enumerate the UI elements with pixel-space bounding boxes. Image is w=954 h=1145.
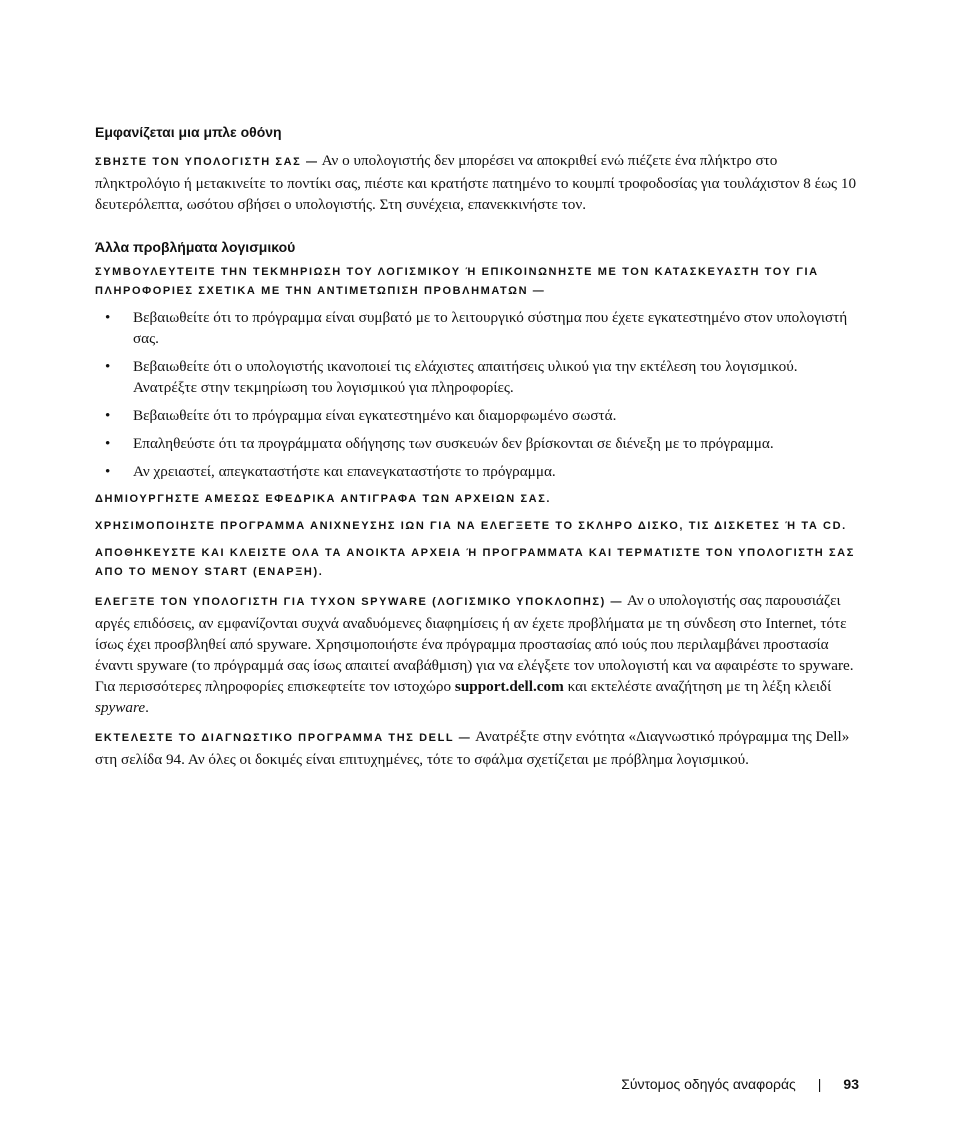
list-item: • Βεβαιωθείτε ότι ο υπολογιστής ικανοποιεί τις ελάχιστες απαιτήσεις υλικού για την εκτέλεση του λογισμικού. Ανατρέξτε στην τεκμηρίωση του λογισμικού για πληροφορίες.: [105, 358, 798, 396]
section-heading-blue-screen: Εμφανίζεται μια μπλε οθόνη: [95, 124, 282, 140]
backup-instruction: ΔΗΜΙΟΥΡΓΗΣΤΕ ΑΜΕΣΩΣ ΕΦΕΔΡΙΚΑ ΑΝΤΙΓΡΑΦΑ ΤΩΝ ΑΡΧΕΙΩΝ ΣΑΣ.: [95, 493, 552, 505]
list-item: • Βεβαιωθείτε ότι το πρόγραμμα είναι εγκατεστημένο και διαμορφωμένο σωστά.: [105, 407, 617, 424]
bullet-icon: •: [105, 309, 111, 326]
blue-screen-paragraph: [95, 150, 860, 215]
close-files-instruction: ΑΠΟΘΗΚΕΥΣΤΕ ΚΑΙ ΚΛΕΙΣΤΕ ΟΛΑ ΤΑ ΑΝΟΙΚΤΑ ΑΡΧΕΙΑ Ή ΠΡΟΓΡΑΜΜΑΤΑ ΚΑΙ ΤΕΡΜΑΤΙΣΤΕ ΤΟΝ ΥΠΟΛΟΓΙΣΤΗ ΣΑΣ ΑΠΟ ΤΟ ΜΕΝΟΥ START (ΕΝΑΡΞΗ).: [95, 547, 855, 578]
page-number: 93: [843, 1076, 859, 1092]
support-link[interactable]: support.dell.com: [454, 678, 564, 695]
blue-screen-text: Αν ο υπολογιστής δεν μπορέσει να αποκριθεί ενώ πιέζετε ένα πλήκτρο στο πληκτρολόγιο ή μετακινείτε το ποντίκι σας, πιέστε και κρατήστε πατημένο το κουμπί τροφοδοσίας για τουλάχιστον 8 έως 10 δευτερόλεπτα, ωσότου σβήσει ο υπολογιστής. Στη συνέχεια, επανεκκινήστε τον.: [95, 152, 857, 213]
diagnostics-lead: ΕΚΤΕΛΕΣΤΕ ΤΟ ΔΙΑΓΝΩΣΤΙΚΟ ΠΡΟΓΡΑΜΜΑ ΤΗΣ DELL —: [95, 732, 472, 744]
bullet-icon: •: [105, 407, 111, 424]
section-heading-other-problems: Άλλα προβλήματα λογισμικού: [95, 239, 296, 255]
diagnostics-paragraph: ΕΚΤΕΛΕΣΤΕ ΤΟ ΔΙΑΓΝΩΣΤΙΚΟ ΠΡΟΓΡΑΜΜΑ ΤΗΣ DELL — Ανατρέξτε στην ενότητα «Διαγνωστικό πρόγραμμα της Dell» στη σελίδα 94. Αν όλες οι δοκιμές είναι επιτυχημένες, τότε το σφάλμα σχετίζεται με πρόβλημα λογισμικού.: [95, 728, 850, 768]
page-footer: [621, 1076, 859, 1092]
list-item: • Αν χρειαστεί, απεγκαταστήστε και επανεγκαταστήστε το πρόγραμμα.: [105, 463, 556, 480]
list-item: • Βεβαιωθείτε ότι το πρόγραμμα είναι συμβατό με το λειτουργικό σύστημα που έχετε εγκατεστημένο στον υπολογιστή σας.: [105, 309, 848, 347]
virus-scan-instruction: ΧΡΗΣΙΜΟΠΟΙΗΣΤΕ ΠΡΟΓΡΑΜΜΑ ΑΝΙΧΝΕΥΣΗΣ ΙΩΝ ΓΙΑ ΝΑ ΕΛΕΓΞΕΤΕ ΤΟ ΣΚΛΗΡΟ ΔΙΣΚΟ, ΤΙΣ ΔΙΣΚΕΤΕΣ Ή ΤΑ CD.: [95, 520, 847, 532]
spyware-keyword: spyware: [95, 699, 146, 716]
consult-docs-lead: ΣΥΜΒΟΥΛΕΥΤΕΙΤΕ ΤΗΝ ΤΕΚΜΗΡΙΩΣΗ ΤΟΥ ΛΟΓΙΣΜΙΚΟΥ Ή ΕΠΙΚΟΙΝΩΝΗΣΤΕ ΜΕ ΤΟΝ ΚΑΤΑΣΚΕΥΑΣΤΗ ΤΟΥ ΓΙΑ ΠΛΗΡΟΦΟΡΙΕΣ ΣΧΕΤΙΚΑ ΜΕ ΤΗΝ ΑΝΤΙΜΕΤΩΠΙΣΗ ΠΡΟΒΛΗΜΑΤΩΝ —: [95, 266, 819, 297]
checklist: [95, 307, 860, 482]
spyware-lead: ΕΛΕΓΞΤΕ ΤΟΝ ΥΠΟΛΟΓΙΣΤΗ ΓΙΑ ΤΥΧΟΝ SPYWARE (ΛΟΓΙΣΜΙΚΟ ΥΠΟΚΛΟΠΗΣ) —: [95, 596, 624, 608]
page-content: [95, 122, 860, 770]
blue-screen-lead: ΣΒΗΣΤΕ ΤΟΝ ΥΠΟΛΟΓΙΣΤΗ ΣΑΣ —: [95, 156, 319, 168]
bullet-icon: •: [105, 463, 111, 480]
bullet-icon: •: [105, 435, 111, 452]
footer-title: Σύντομος οδηγός αναφοράς: [621, 1076, 796, 1092]
footer-separator: |: [817, 1076, 822, 1092]
bullet-icon: •: [105, 358, 111, 375]
list-item: • Επαληθεύστε ότι τα προγράμματα οδήγησης των συσκευών δεν βρίσκονται σε διένεξη με το πρόγραμμα.: [105, 435, 774, 452]
spyware-paragraph: ΕΛΕΓΞΤΕ ΤΟΝ ΥΠΟΛΟΓΙΣΤΗ ΓΙΑ ΤΥΧΟΝ SPYWARE (ΛΟΓΙΣΜΙΚΟ ΥΠΟΚΛΟΠΗΣ) — Αν ο υπολογιστής σας παρουσιάζει αργές επιδόσεις, αν εμφανίζονται συχνά αναδυόμενες διαφημίσεις ή αν έχετε προβλήματα με τη σύνδεση στο Internet, τότε ίσως έχει προσβληθεί από spyware. Χρησιμοποιήστε ένα πρόγραμμα προστασίας από ιούς που περιλαμβάνει προστασία έναντι spyware (το πρόγραμμά σας ίσως απαιτεί αναβάθμιση) για να ελέγξετε τον υπολογιστή και να αφαιρέστε το spyware. Για περισσότερες πληροφορίες επισκεφτείτε τον ιστοχώρο support.dell.com και εκτελέστε αναζήτηση με τη λέξη κλειδί spyware.: [95, 592, 854, 716]
